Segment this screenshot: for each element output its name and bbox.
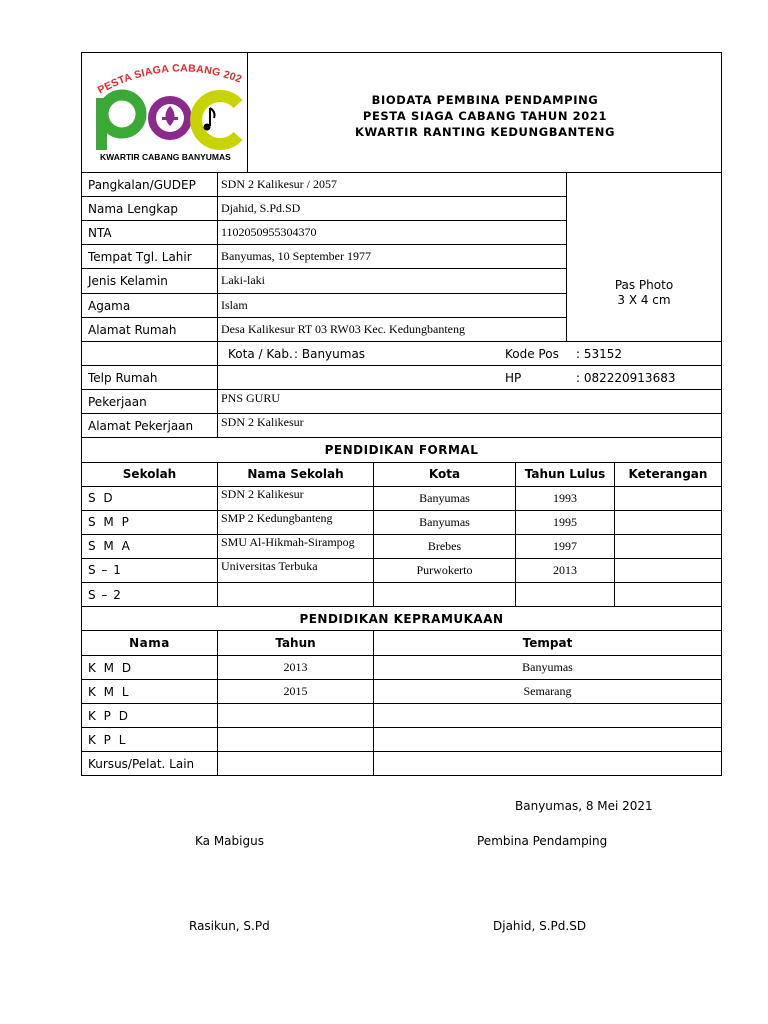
formal-row-year: 1997	[553, 539, 577, 553]
scout-header-tahun: Tahun	[275, 636, 316, 650]
hp-value: : 082220913683	[576, 371, 676, 385]
alamat-rumah-label: Alamat Rumah	[88, 323, 177, 337]
scout-section-title: PENDIDIKAN KEPRAMUKAAN	[299, 612, 504, 626]
title-line-2: PESTA SIAGA CABANG TAHUN 2021	[362, 109, 608, 123]
photo-size: 3 X 4 cm	[617, 293, 671, 307]
formal-row-year: 1993	[553, 491, 577, 505]
scout-header-nama: Nama	[129, 636, 170, 650]
ttl-label: Tempat Tgl. Lahir	[88, 250, 192, 264]
formal-row-city: Banyumas	[419, 491, 470, 505]
kode-pos-label: Kode Pos	[505, 347, 559, 361]
formal-row-city: Purwokerto	[416, 563, 473, 577]
scout-row-name: K M L	[88, 685, 131, 699]
agama-label: Agama	[88, 299, 131, 313]
photo-placeholder	[567, 278, 721, 308]
formal-header-keterangan: Keterangan	[628, 467, 708, 481]
pekerjaan-label: Pekerjaan	[88, 395, 147, 409]
nama-label: Nama Lengkap	[88, 202, 178, 216]
formal-header-tahun: Tahun Lulus	[524, 467, 606, 481]
kota-value: : Banyumas	[294, 347, 366, 361]
scout-row-place: Banyumas	[522, 660, 573, 674]
ttl-value: Banyumas, 10 September 1977	[221, 249, 371, 263]
formal-row-level: S – 2	[88, 588, 122, 602]
telp-rumah-label: Telp Rumah	[88, 371, 158, 385]
scout-row-name: K M D	[88, 661, 134, 675]
scout-row-name: K P L	[88, 733, 128, 747]
scout-row-name: Kursus/Pelat. Lain	[88, 757, 195, 771]
scout-row-year: 2015	[283, 684, 308, 698]
alamat-pekerjaan-value: SDN 2 Kalikesur	[221, 415, 304, 429]
logo-top-text: PESTA SIAGA CABANG 202	[95, 62, 244, 97]
formal-row-year: 2013	[553, 563, 577, 577]
left-signer-name: Rasikun, S.Pd	[189, 919, 270, 933]
nta-value: 1102050955304370	[221, 225, 317, 239]
formal-header-kota: Kota	[428, 467, 461, 481]
scout-row-name: K P D	[88, 709, 130, 723]
nama-value: Djahid, S.Pd.SD	[221, 201, 301, 215]
photo-label: Pas Photo	[614, 278, 674, 292]
left-role: Ka Mabigus	[195, 834, 264, 848]
formal-row-level: S – 1	[88, 563, 122, 577]
formal-row-city: Banyumas	[419, 515, 470, 529]
alamat-rumah-value: Desa Kalikesur RT 03 RW03 Kec. Kedungbanteng	[221, 322, 466, 336]
place-date: Banyumas, 8 Mei 2021	[515, 799, 653, 813]
formal-row-school: SDN 2 Kalikesur	[221, 487, 304, 501]
psc-logo	[88, 60, 244, 168]
formal-row-school: Universitas Terbuka	[221, 559, 318, 573]
kode-pos-value: : 53152	[576, 347, 623, 361]
formal-row-level: S M A	[88, 539, 132, 553]
agama-value: Islam	[221, 298, 248, 312]
document-title	[248, 92, 722, 140]
right-signer-name: Djahid, S.Pd.SD	[493, 919, 587, 933]
formal-row-school: SMU Al-Hikmah-Sirampog	[221, 535, 355, 549]
formal-section-title: PENDIDIKAN FORMAL	[324, 443, 479, 457]
nta-label: NTA	[88, 226, 112, 240]
alamat-pekerjaan-label: Alamat Pekerjaan	[88, 419, 194, 433]
formal-row-year: 1995	[553, 515, 577, 529]
formal-row-level: S M P	[88, 515, 131, 529]
formal-row-level: S D	[88, 491, 115, 505]
title-line-3: KWARTIR RANTING KEDUNGBANTENG	[354, 125, 616, 139]
scout-row-place: Semarang	[523, 684, 572, 698]
kota-label: Kota / Kab.	[228, 347, 293, 361]
formal-header-nama: Nama Sekolah	[247, 467, 344, 481]
logo-bottom-text: KWARTIR CABANG BANYUMAS	[100, 152, 231, 162]
jenis-kelamin-value: Laki-laki	[221, 273, 265, 287]
scout-header-tempat: Tempat	[522, 636, 573, 650]
formal-header-sekolah: Sekolah	[122, 467, 177, 481]
hp-label: HP	[505, 371, 522, 385]
pangkalan-label: Pangkalan/GUDEP	[88, 178, 196, 192]
right-role: Pembina Pendamping	[477, 834, 608, 848]
pangkalan-value: SDN 2 Kalikesur / 2057	[221, 177, 337, 191]
title-line-1: BIODATA PEMBINA PENDAMPING	[371, 93, 599, 107]
jenis-kelamin-label: Jenis Kelamin	[88, 274, 168, 288]
formal-row-school: SMP 2 Kedungbanteng	[221, 511, 333, 525]
scout-row-year: 2013	[283, 660, 308, 674]
formal-row-city: Brebes	[427, 539, 462, 553]
pekerjaan-value: PNS GURU	[221, 391, 281, 405]
